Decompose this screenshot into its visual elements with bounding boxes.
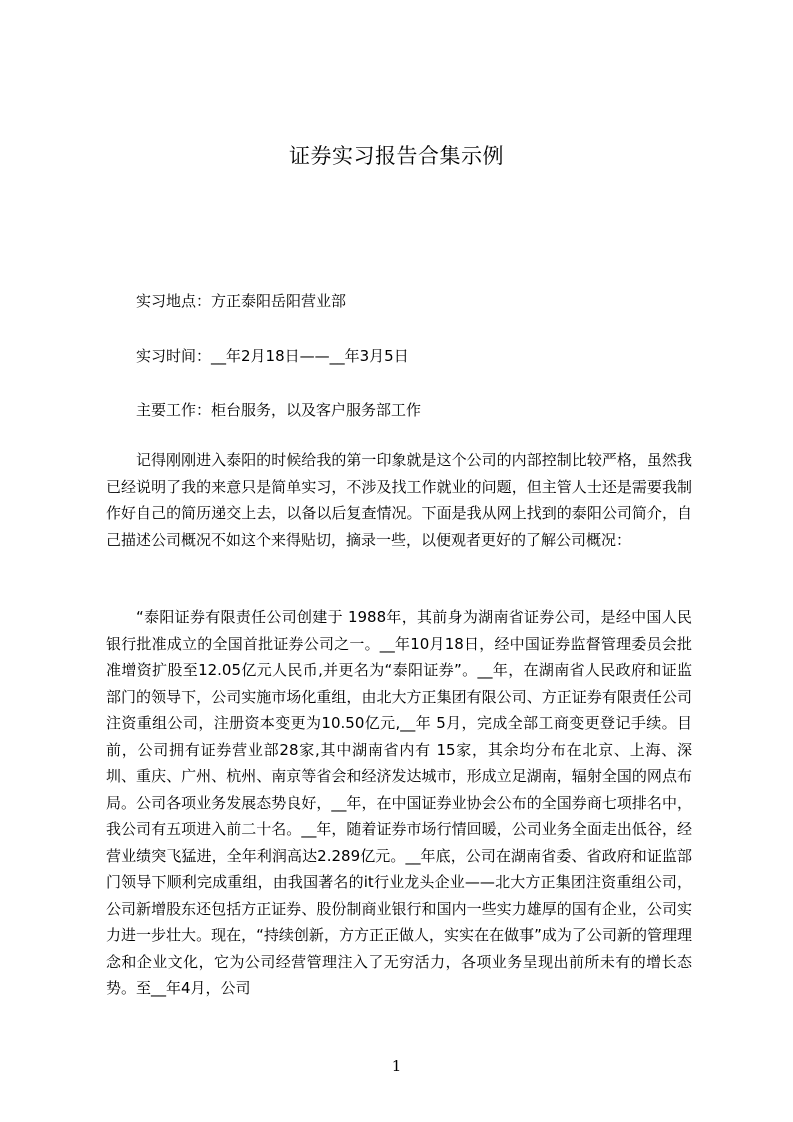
info-internship-location: 实习地点：方正泰阳岳阳营业部 xyxy=(136,292,347,310)
info-main-work: 主要工作：柜台服务，以及客户服务部工作 xyxy=(136,401,422,419)
page-number: 1 xyxy=(391,1057,402,1075)
paragraph-intro: 记得刚刚进入泰阳的时候给我的第一印象就是这个公司的内部控制比较严格，虽然我已经说明了我的来意只是简单实习，不涉及找工作就业的问题，但主管人士还是需要我制作好自己的简历递交上去，以备以后复查情况。下面是我从网上找到的泰阳公司简介，自己描述公司概况不如这个来得贴切，摘录一些，以便观者更好的了解公司概况： xyxy=(106,451,692,549)
paragraph-company-profile: “泰阳证券有限责任公司创建于 1988年，其前身为湖南省证券公司，是经中国人民银行批准成立的全国首批证券公司之一。__年10月18日，经中国证券监督管理委员会批准增资扩股至12.05亿元人民币,并更名为“泰阳证券”。__年，在湖南省人民政府和证监部门的领导下，公司实施市场化重组，由北大方正集团有限公司、方正证券有限责任公司注资重组公司，注册资本变更为10.50亿元,__年 5月，完成全部工商变更登记手续。目前，公司拥有证券营业部28家,其中湖南省内有 15家，其余均分布在北京、上海、深圳、重庆、广州、杭州、南京等省会和经济发达城市，形成立足湖南，辐射全国的网点布局。公司各项业务发展态势良好，__年，在中国证券业协会公布的全国券商七项排名中，我公司有五项进入前二十名。__年，随着证券市场行情回暖，公司业务全面走出低谷，经营业绩突飞猛进，全年利润高达2.289亿元。__年底，公司在湖南省委、省政府和证监部门领导下顺利完成重组，由我国著名的it行业龙头企业——北大方正集团注资重组公司，公司新增股东还包括方正证券、股份制商业银行和国内一些实力雄厚的国有企业，公司实力进一步壮大。现在，“持续创新，方方正正做人，实实在在做事”成为了公司新的管理理念和企业文化，它为公司经营管理注入了无穷活力，各项业务呈现出前所未有的增长态势。至__年4月，公司 xyxy=(106,608,692,997)
info-internship-period: 实习时间：__年2月18日——__年3月5日 xyxy=(136,347,409,365)
document-title: 证券实习报告合集示例 xyxy=(289,144,504,168)
